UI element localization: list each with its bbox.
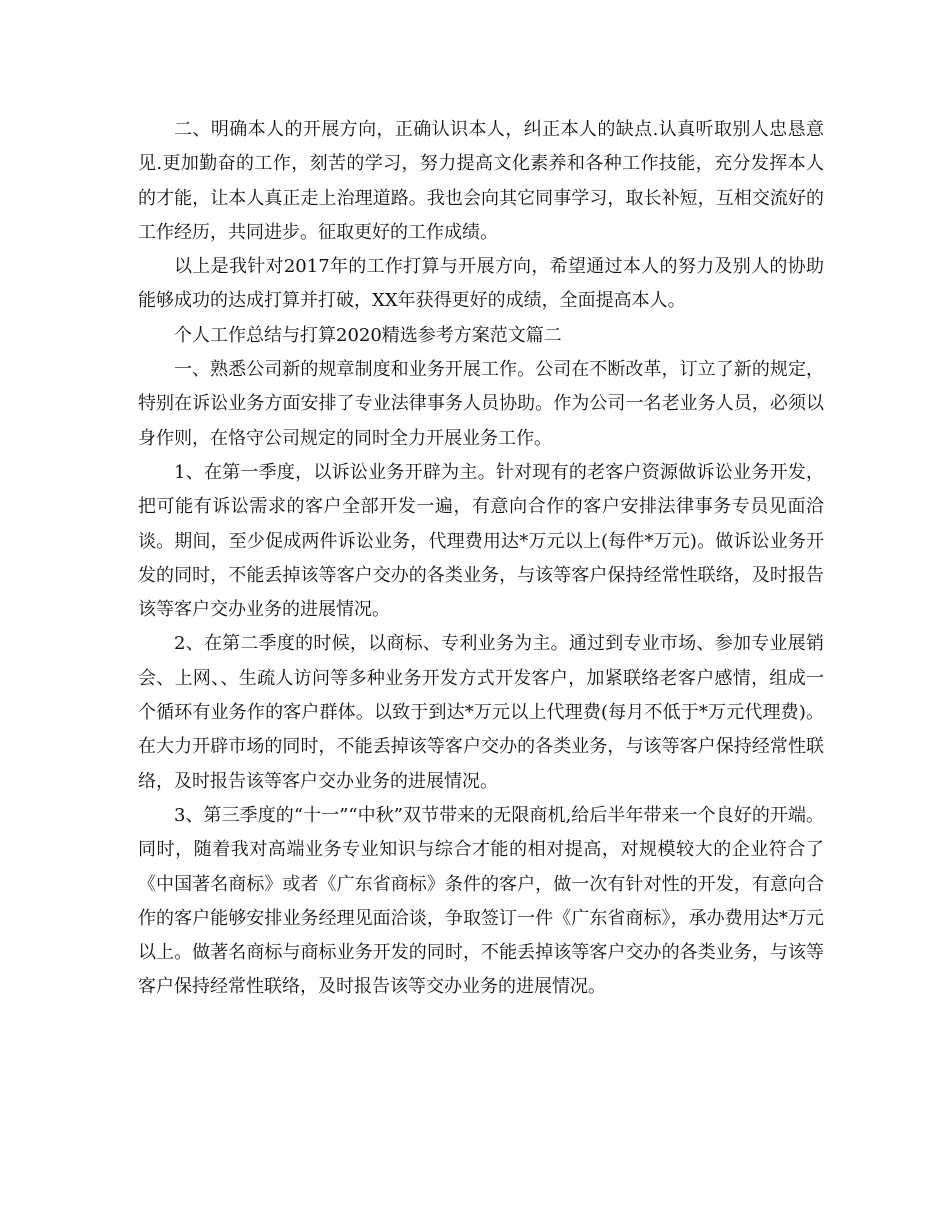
- paragraph-direction: 二、明确本人的开展方向，正确认识本人，纠正本人的缺点.认真听取别人忠恳意见.更加勤奋的工作，刻苦的学习，努力提高文化素养和各种工作技能，充分发挥本人的才能，让本人真正走上治理道路。我也会向其它同事学习，取长补短，互相交流好的工作经历，共同进步。征取更好的工作成绩。: [138, 119, 824, 243]
- paragraph-q2: 2、在第二季度的时候，以商标、专利业务为主。通过到专业市场、参加专业展销会、上网、、生疏人访问等多种业务开发方式开发客户，加紧联络老客户感情，组成一个循环有业务作的客户群体。以致于到达*万元以上代理费(每月不低于*万元代理费)。在大力开辟市场的同时，不能丢掉该等客户交办的各类业务，与该等客户保持经常性联络，及时报告该等客户交办业务的进展情况。: [138, 633, 824, 792]
- document-page: [138, 113, 824, 1005]
- paragraph-rules: 一、熟悉公司新的规章制度和业务开展工作。公司在不断改革，订立了新的规定，特别在诉讼业务方面安排了专业法律事务人员协助。作为公司一名老业务人员，必须以身作则，在恪守公司规定的同时全力开展业务工作。: [138, 359, 824, 449]
- paragraph-summary: 以上是我针对2017年的工作打算与开展方向，希望通过本人的努力及别人的协助能够成功的达成打算并打破，XX年获得更好的成绩，全面提高本人。: [138, 256, 824, 312]
- paragraph-q3: 3、第三季度的“十一”“中秋”双节带来的无限商机,给后半年带来一个良好的开端。同时，随着我对高端业务专业知识与综合才能的相对提高，对规模较大的企业符合了《中国著名商标》或者《广东省商标》条件的客户，做一次有针对性的开发，有意向合作的客户能够安排业务经理见面洽谈，争取签订一件《广东省商标》，承办费用达*万元以上。做著名商标与商标业务开发的同时，不能丢掉该等客户交办的各类业务，与该等客户保持经常性联络，及时报告该等交办业务的进展情况。: [138, 804, 824, 998]
- paragraph-q1: 1、在第一季度，以诉讼业务开辟为主。针对现有的老客户资源做诉讼业务开发，把可能有诉讼需求的客户全部开发一遍，有意向合作的客户安排法律事务专员见面洽谈。期间，至少促成两件诉讼业务，代理费用达*万元以上(每件*万元)。做诉讼业务开发的同时，不能丢掉该等客户交办的各类业务，与该等客户保持经常性联络，及时报告该等客户交办业务的进展情况。: [138, 461, 824, 621]
- section-heading: 个人工作总结与打算2020精选参考方案范文篇二: [174, 324, 562, 346]
